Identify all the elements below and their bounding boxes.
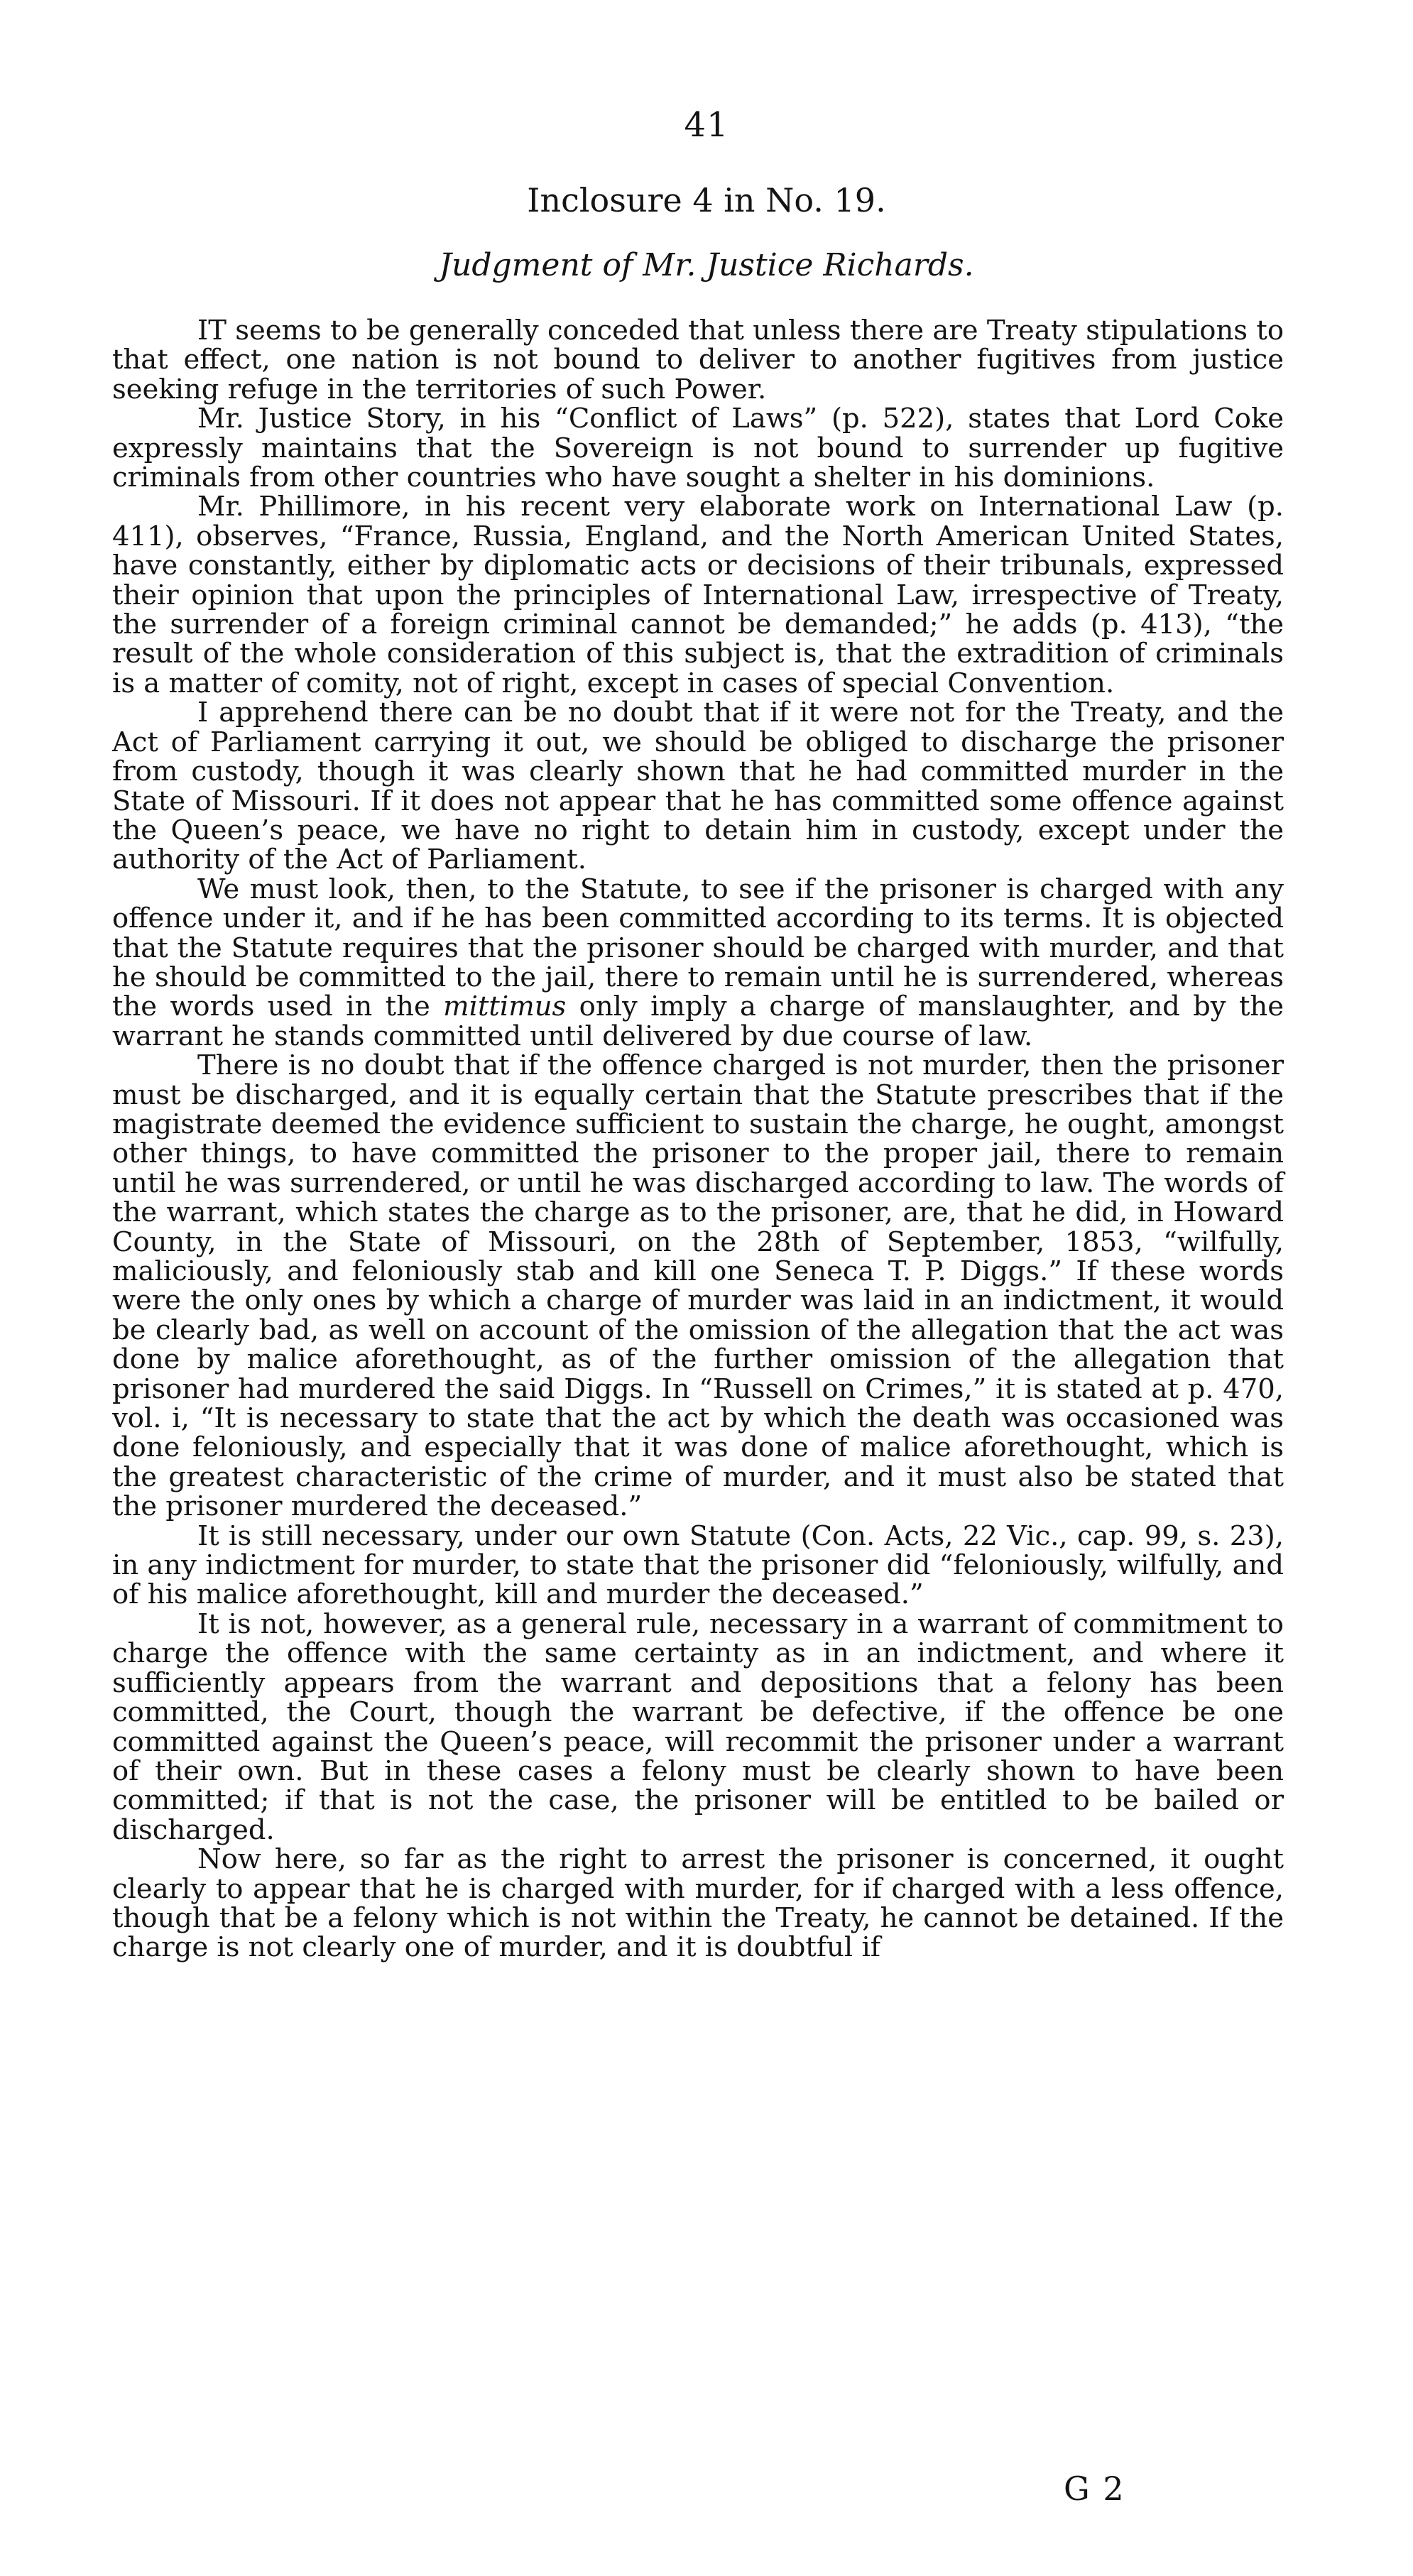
paragraph: I apprehend there can be no doubt that if it were not for the Treaty, and the Act of Parliament carrying it out, we should be obliged to discharge the prisoner from custody, though it was clearly shown that he had committed murder in the State of Missouri. If it does not appear that he has committed some offence against the Queen’s peace, we have no right to detain him in custody, except under the authority of the Act of Parliament. (112, 697, 1284, 876)
paragraph: Now here, so far as the right to arrest the prisoner is concerned, it ought clearly to appear that he is charged with murder, for if charged with a less offence, though that be a felony which is not within the Treaty, he cannot be detained. If the charge is not clearly one of murder, and it is doubtful if (112, 1843, 1284, 1964)
page-number: 41 (684, 105, 729, 145)
paragraph: IT seems to be generally conceded that unless there are Treaty stipulations to that effect, one nation is not bound to deliver to another fugitives from justice seeking refuge in the territories of such Power. (112, 315, 1284, 405)
paragraph: It is not, however, as a general rule, necessary in a warrant of commitment to charge the offence with the same certainty as in an indictment, and where it sufficiently appears from the warrant and depositions that a felony has been committed, the Court, though the warrant be defective, if the offence be one committed against the Queen’s peace, will recommit the prisoner under a warrant of their own. But in these cases a felony must be clearly shown to have been committed; if that is not the case, the prisoner will be entitled to be bailed or discharged. (112, 1608, 1284, 1846)
judgment-subheading: Judgment of Mr. Justice Richards. (439, 247, 974, 283)
paragraph: It is still necessary, under our own Statute (Con. Acts, 22 Vic., cap. 99, s. 23), in any indictment for murder, to state that the prisoner did “feloniously, wilfully, and of his malice aforethought, kill and murder the deceased.” (112, 1519, 1284, 1611)
paragraph: We must look, then, to the Statute, to see if the prisoner is charged with any offence under it, and if he has been committed according to its terms. It is objected that the Statute requires that the prisoner should be charged with murder, and that he should be committed to the jail, there to remain until he is surrendered, whereas the words used in the mittimus only imply a charge of manslaughter, and by the warrant he stands committed until delivered by due course of law. (112, 873, 1284, 1052)
signature-mark: G 2 (1064, 2469, 1125, 2508)
paragraph: Mr. Phillimore, in his recent very elaborate work on International Law (p. 411), observes, “France, Russia, England, and the North American United States, have constantly, either by diplomatic acts or decisions of their tribunals, expressed their opinion that upon the principles of International Law, irrespective of Treaty, the surrender of a foreign criminal cannot be demanded;” he adds (p. 413), “the result of the whole consideration of this subject is, that the extradition of criminals is a matter of comity, not of right, except in cases of special Convention. (112, 491, 1284, 699)
paragraph: Mr. Justice Story, in his “Conflict of Laws” (p. 522), states that Lord Coke expressly maintains that the Sovereign is not bound to surrender up fugitive criminals from other countries who have sought a shelter in his dominions. (112, 403, 1284, 494)
italic-term: mittimus (443, 990, 567, 1023)
judgment-body (112, 316, 1284, 1963)
inclosure-heading: Inclosure 4 in No. 19. (527, 181, 886, 219)
paragraph: There is no doubt that if the offence charged is not murder, then the prisoner must be discharged, and it is equally certain that the Statute prescribes that if the magistrate deemed the evidence sufficient to sustain the charge, he ought, amongst other things, to have committed the prisoner to the proper jail, there to remain until he was surrendered, or until he was discharged according to law. The words of the warrant, which states the charge as to the prisoner, are, that he did, in Howard County, in the State of Missouri, on the 28th of September, 1853, “wilfully, maliciously, and feloniously stab and kill one Seneca T. P. Diggs.” If these words were the only ones by which a charge of murder was laid in an indictment, it would be clearly bad, as well on account of the omission of the allegation that the act was done by malice aforethought, as of the further omission of the allegation that prisoner had murdered the said Diggs. In “Russell on Crimes,” it is stated at p. 470, vol. i, “It is necessary to state that the act by which the death was occasioned was done feloniously, and especially that it was done of malice aforethought, which is the greatest characteristic of the crime of murder, and it must also be stated that the prisoner murdered the deceased.” (112, 1049, 1284, 1523)
